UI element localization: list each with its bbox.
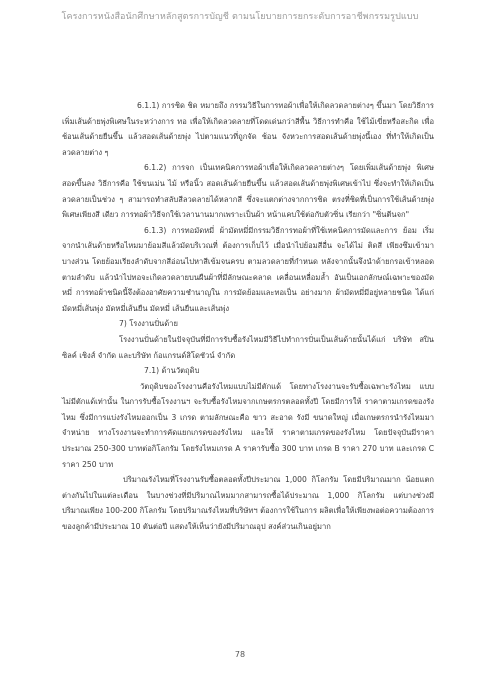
paragraph-7-1-raw-material: วัตถุดิบของโรงงานคือรังไหมแบบไม่มีตักแด้ โดยทางโรงงานจะรับซื้อเฉพาะรังไหม แบบไม่มีตักแด้เท่านั้น ในการรับซื้อโรงงานฯ จะรับซื้อรังไหมจากเกษตรกรตลอดทั้งปี โดยมีการให้ ราคาตามเกรดของรังไหม ซึ่งมีการแบ่งรังไหมออกเป็น 3 เกรด ตามลักษณะคือ ขาว สะอาด รังมี ขนาดใหญ่ เมื่อเกษตรกรนำรังไหมมาจำหน่าย ทางโรงงานจะทำการคัดแยกเกรดของรังไหม และให้ ราคาตามเกรดของรังไหม โดยปัจจุบันมีราคาประมาณ 250-300 บาทต่อกิโลกรัม โดยรังไหมเกรด A ราคารับซื้อ 300 บาท เกรด B ราคา 270 บาท และเกรด C ราคา 250 บาท [62,381,434,469]
section-heading-7: 7) โรงงานปั่นด้าย [119,319,178,329]
paragraph-6-1-3: 6.1.3) การทอมัดหมี่ ผ้ามัดหมี่มีกรรมวิธีการทอผ้าที่ใช้เทคนิคการมัดและการ ย้อม เริ่มจากนำเส้นด้ายหรือไหมมาย้อมสีแล้วมัดบริเวณที่ ต้องการเก็บไว้ เมื่อนำไปย้อมสีอื่น จะได้ไม่ ติดสี เพียงซึมเข้ามาบางส่วน โดยย้อมเรียงลำดับจากสีอ่อนไปหาสีเข้มจนครบ ตามลวดลายที่กำหนด หลังจากนั้นจึงนำด้ายกรอเข้าหลอดตามลำดับ แล้วนำไปทอจะเกิดลวดลายบนผืนผ้าที่มีลักษณะคลาด เคลื่อนเหลื่อมล้ำ อันเป็นเอกลักษณ์เฉพาะของมัดหมี่ การทอผ้าชนิดนี้จึงต้องอาศัยความชำนาญใน การมัดย้อมและทอเป็น อย่างมาก ผ้ามัดหมี่มีอยู่หลายชนิด ได้แก่ มัดหมี่เส้นพุ่ง มัดหมี่เส้นยืน มัดหมี่ เส้นยืนและเส้นพุ่ง [62,225,434,313]
running-header: โครงการหนังสือนักศึกษาหลักสูตรการบัญชี ตามนโยบายการยกระดับการอาชีพกรรมรูปแบบ [61,12,419,22]
paragraph-6-1-2: 6.1.2) การจก เป็นเทคนิคการทอผ้าเพื่อให้เกิดลวดลายต่างๆ โดยเพิ่มเส้นด้ายพุ่ง พิเศษสอดขึ้นลง วิธีการคือ ใช้ขนเม่น ไม้ หรือนิ้ว สอดเส้นด้ายยืนขึ้น แล้วสอดเส้นด้ายพุ่งพิเศษเข้าไป ซึ่งจะทำให้เกิดเป็นลวดลายเป็นช่วง ๆ สามารถทำสลับสีลวดลายได้หลากสี ซึ่งจะแตกต่างจากการชิด ตรงที่ชิดที่เป็นการใช้เส้นด้ายพุ่งพิเศษเพียงสี เดียว การทอผ้าวิธีจกใช้เวลานานมากเพราะเป็นผ้า หน้าแคบใช้ต่อกับตัวซิ่น เรียกว่า "ซิ่นตีนจก" [62,163,434,220]
body-text [62,98,434,535]
paragraph-7-intro: โรงงานปั่นด้ายในปัจจุบันที่มีการรับซื้อรังไหมมีวิธีไปทำการปั่นเป็นเส้นด้ายนั้นได้แก่ บริษัท สปินซิลค์ เชิงส์ จำกัด และบริษัท ก้อแกรนด์สิโดชัวน์ จำกัด [62,334,434,360]
subsection-heading-7-1: 7.1) ด้านวัตถุดิบ [144,366,200,376]
paragraph-7-1-quantity: ปริมาณรังไหมที่โรงงานรับซื้อตลอดทั้งปีประมาณ 1,000 กิโลกรัม โดยมีปริมาณมาก น้อยแตกต่างกันไปในแต่ละเดือน ในบางช่วงที่มีปริมาณไหมมากสามารถซื้อได้ประมาณ 1,000 กิโลกรัม แต่บางช่วงมีปริมาณเพียง 100-200 กิโลกรัม โดยปริมาณรังไหมที่บริษัทฯ ต้องการใช้ในการ ผลิตเพื่อให้เพียงพอต่อความต้องการของลูกค้ามีประมาณ 10 ตันต่อปี แสดงให้เห็นว่ายังมีปริมาณอุป สงค์ส่วนเกินอยู่มาก [62,475,434,532]
paragraph-6-1-1: 6.1.1) การชิด ชิด หมายถึง กรรมวิธีในการทอผ้าเพื่อให้เกิดลวดลายต่างๆ ขึ้นมา โดยวิธีการเพิ่มเส้นด้ายพุ่งพิเศษในระหว่างการ ทอ เพื่อให้เกิดลวดลายที่โดดเด่นกว่าสีพื้น วิธีการทำคือ ใช้ไม้เขี่ยหรือสะกิด เพื่อช้อนเส้นด้ายยืนขึ้น แล้วสอดเส้นด้ายพุ่ง ไปตามแนวที่ถูกจัด ช้อน จังหวะการสอดเส้นด้ายพุ่งนี้เอง ที่ทำให้เกิดเป็นลวดลายต่าง ๆ [62,101,434,157]
page-number: 78 [234,650,246,659]
